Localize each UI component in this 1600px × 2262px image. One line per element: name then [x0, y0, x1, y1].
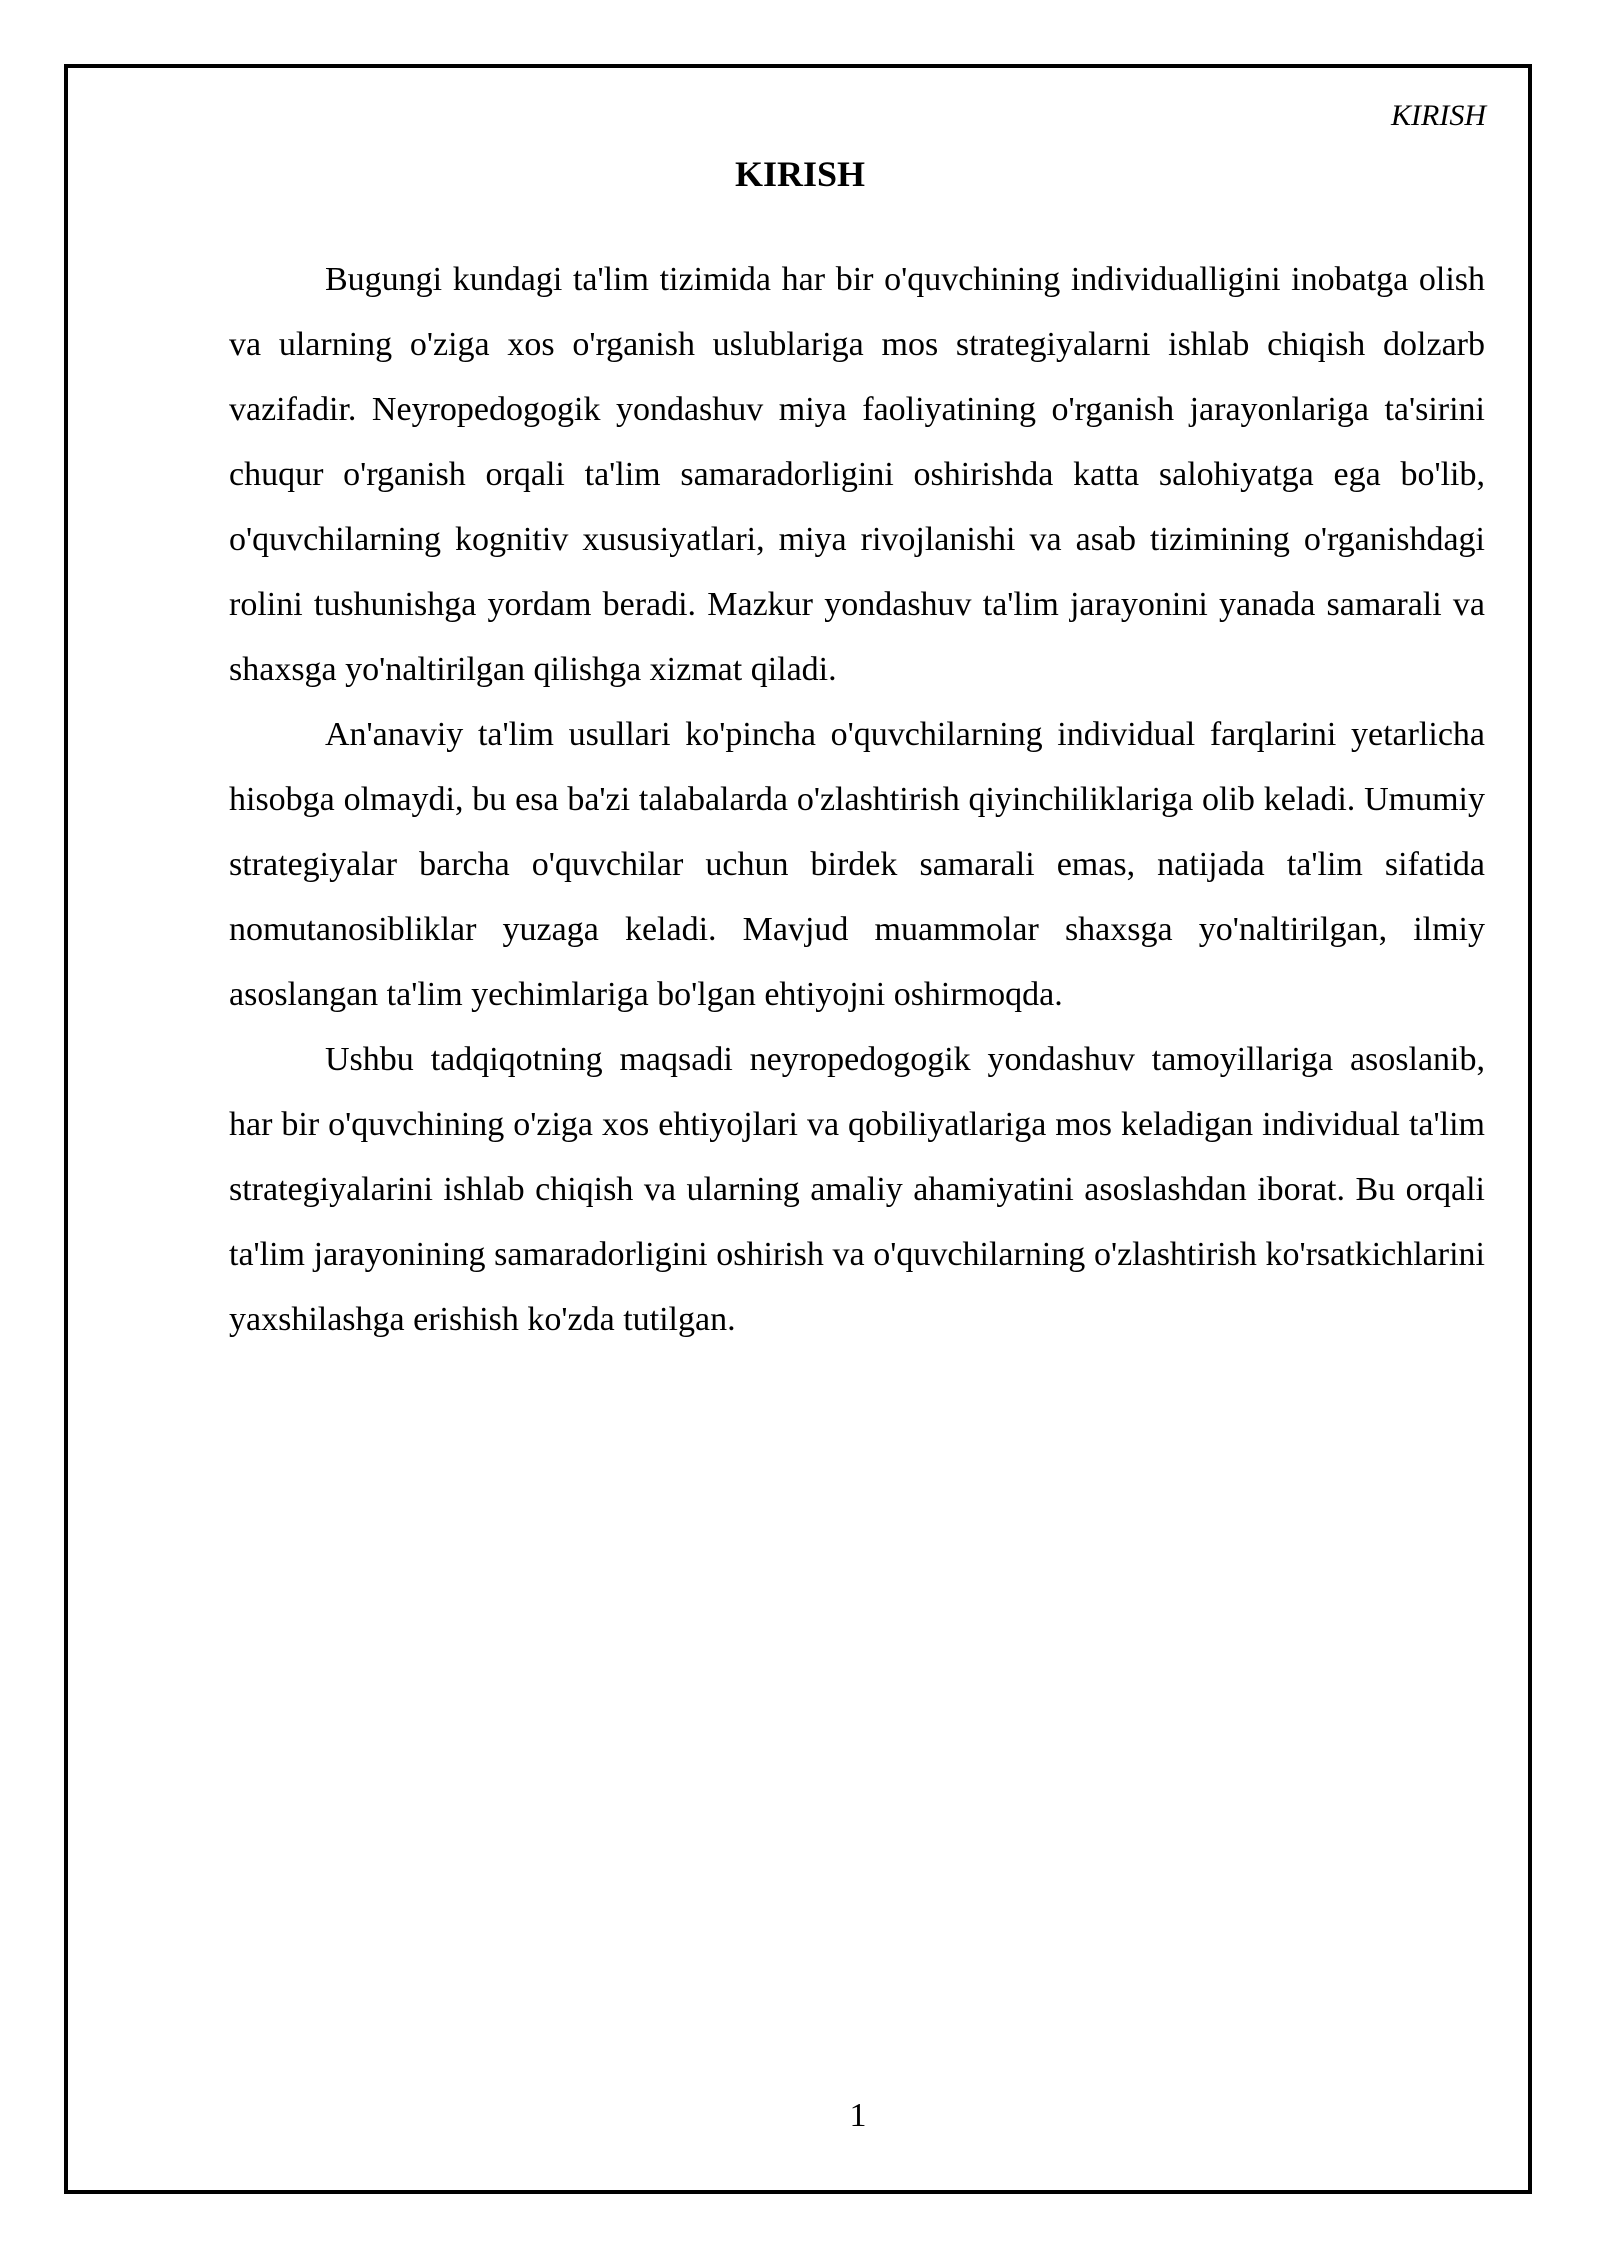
- page-number: 1: [849, 2097, 867, 2134]
- paragraph: Ushbu tadqiqotning maqsadi neyropedogogik yondashuv tamoyillariga asoslanib, har bir o'quvchining o'ziga xos ehtiyojlari va qobiliyatlariga mos keladigan individual ta'lim strategiyalarini ishlab chiqish va ularning amaliy ahamiyatini asoslashdan iborat. Bu orqali ta'lim jarayonining samaradorligini oshirish va o'quvchilarning o'zlashtirish ko'rsatkichlarini yaxshilashga erishish ko'zda tutilgan.: [229, 1041, 1485, 1338]
- paragraph: Bugungi kundagi ta'lim tizimida har bir o'quvchining individualligini inobatga olish va ularning o'ziga xos o'rganish uslublariga mos strategiyalarni ishlab chiqish dolzarb vazifadir. Neyropedogogik yondashuv miya faoliyatining o'rganish jarayonlariga ta'sirini chuqur o'rganish orqali ta'lim samaradorligini oshirishda katta salohiyatga ega bo'lib, o'quvchilarning kognitiv xususiyatlari, miya rivojlanishi va asab tizimining o'rganishdagi rolini tushunishga yordam beradi. Mazkur yondashuv ta'lim jarayonini yanada samarali va shaxsga yo'naltirilgan qilishga xizmat qiladi.: [229, 261, 1485, 688]
- body-text: [229, 247, 1485, 1352]
- page-title: KIRISH: [734, 154, 866, 194]
- paragraph: An'anaviy ta'lim usullari ko'pincha o'quvchilarning individual farqlarini yetarlicha hisobga olmaydi, bu esa ba'zi talabalarda o'zlashtirish qiyinchiliklariga olib keladi. Umumiy strategiyalar barcha o'quvchilar uchun birdek samarali emas, natijada ta'lim sifatida nomutanosibliklar yuzaga keladi. Mavjud muammolar shaxsga yo'naltirilgan, ilmiy asoslangan ta'lim yechimlariga bo'lgan ehtiyojni oshirmoqda.: [229, 716, 1485, 1013]
- running-header: KIRISH: [1391, 99, 1486, 132]
